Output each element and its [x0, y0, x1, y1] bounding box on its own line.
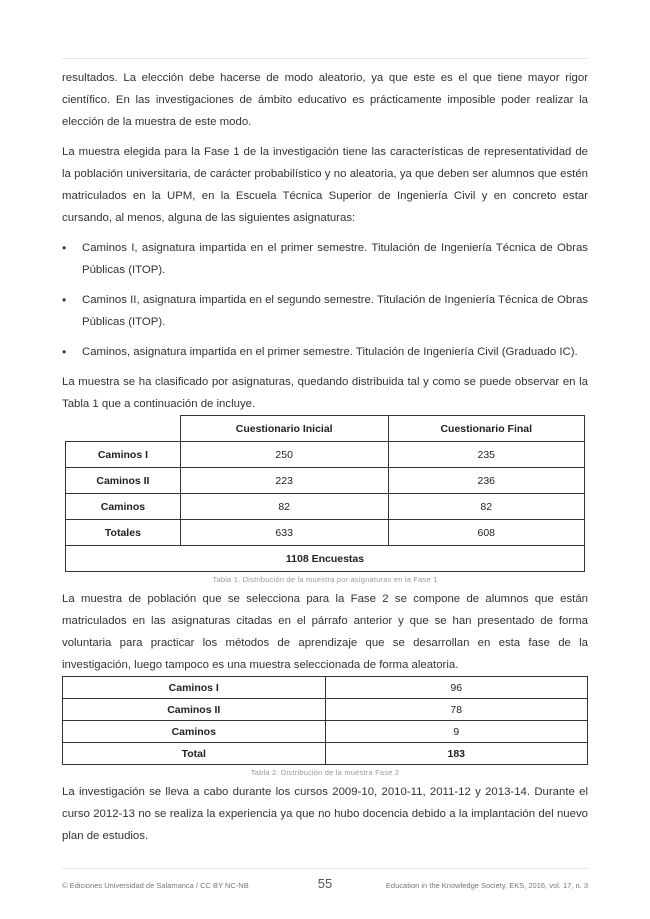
row-label: Caminos II: [66, 468, 181, 494]
table-1-caption: Tabla 1. Distribución de la muestra por asignaturas en la Fase 1: [212, 575, 438, 584]
table-row: [63, 743, 588, 765]
footer-journal: Education in the Knowledge Society, EKS, 2016, vol. 17, n. 3: [385, 881, 588, 890]
row-label: Totales: [66, 520, 181, 546]
row-label: Caminos: [66, 494, 181, 520]
table-cell: 608: [388, 520, 585, 546]
table-cell: 9: [325, 721, 588, 743]
list-item: • Caminos, asignatura impartida en el primer semestre. Titulación de Ingeniería Civil (Graduado IC).: [62, 341, 588, 363]
footer-rule: [62, 868, 588, 869]
table-cell: 250: [180, 442, 388, 468]
table-cell: 235: [388, 442, 585, 468]
table-2-caption: Tabla 2. Distribución de la muestra Fase 2: [250, 768, 400, 777]
table-row: [66, 494, 585, 520]
paragraph-2: La muestra elegida para la Fase 1 de la investigación tiene las características de representatividad de la población universitaria, de carácter probabilístico y no aleatoria, ya que deben ser alumnos que estén matriculados en la UPM, en la Escuela Técnica Superior de Ingeniería Civil y en concreto estar cursando, al menos, alguna de las siguientes asignaturas:: [62, 146, 588, 224]
table-row: [66, 520, 585, 546]
paragraph-4: La muestra de población que se selecciona para la Fase 2 se compone de alumnos que están matriculados en las asignaturas citadas en el párrafo anterior y que se han presentado de forma voluntaria para practicar los métodos de aprendizaje que se desarrollan en esta fase de la investigación, luego tampoco es una muestra seleccionada de forma aleatoria.: [62, 593, 588, 671]
row-label: Caminos I: [63, 677, 326, 699]
subject-list: [62, 237, 588, 363]
table-2: [62, 676, 588, 765]
table-header: Cuestionario Inicial: [180, 416, 388, 442]
list-item: • Caminos II, asignatura impartida en el segundo semestre. Titulación de Ingeniería Técnica de Obras Públicas (ITOP).: [62, 289, 588, 333]
paragraph-5: La investigación se lleva a cabo durante los cursos 2009-10, 2010-11, 2011-12 y 2013-14. Durante el curso 2012-13 no se realiza la experiencia ya que no hubo docencia debido a la implantación del nuevo plan de estudios.: [62, 786, 588, 842]
table-row: [63, 699, 588, 721]
article-body: [62, 67, 588, 847]
table-cell: 236: [388, 468, 585, 494]
paragraph-3: La muestra se ha clasificado por asignaturas, quedando distribuida tal y como se puede observar en la Tabla 1 que a continuación de incluye.: [62, 376, 588, 410]
header-rule: [62, 58, 588, 59]
table-1: [65, 415, 585, 572]
row-label: Caminos II: [63, 699, 326, 721]
footer-license: © Ediciones Universidad de Salamanca / CC BY NC-NB: [62, 881, 249, 890]
page-number: 55: [317, 876, 333, 891]
table-corner: [66, 416, 181, 442]
table-total: 1108 Encuestas: [66, 546, 585, 572]
table-cell: 183: [325, 743, 588, 765]
page-footer: [62, 878, 588, 894]
table-cell: 78: [325, 699, 588, 721]
table-header: Cuestionario Final: [388, 416, 585, 442]
table-row: [66, 546, 585, 572]
table-cell: 82: [388, 494, 585, 520]
table-cell: 223: [180, 468, 388, 494]
table-row: [66, 442, 585, 468]
table-cell: 96: [325, 677, 588, 699]
table-row: [63, 721, 588, 743]
list-item: • Caminos I, asignatura impartida en el primer semestre. Titulación de Ingeniería Técnica de Obras Públicas (ITOP).: [62, 237, 588, 281]
row-label: Caminos: [63, 721, 326, 743]
table-cell: 82: [180, 494, 388, 520]
table-cell: 633: [180, 520, 388, 546]
table-row: [63, 677, 588, 699]
paragraph-1: resultados. La elección debe hacerse de modo aleatorio, ya que este es el que tiene mayor rigor científico. En las investigaciones de ámbito educativo es prácticamente imposible poder realizar la elección de la muestra de este modo.: [62, 72, 588, 128]
table-row: [66, 468, 585, 494]
row-label: Total: [63, 743, 326, 765]
row-label: Caminos I: [66, 442, 181, 468]
